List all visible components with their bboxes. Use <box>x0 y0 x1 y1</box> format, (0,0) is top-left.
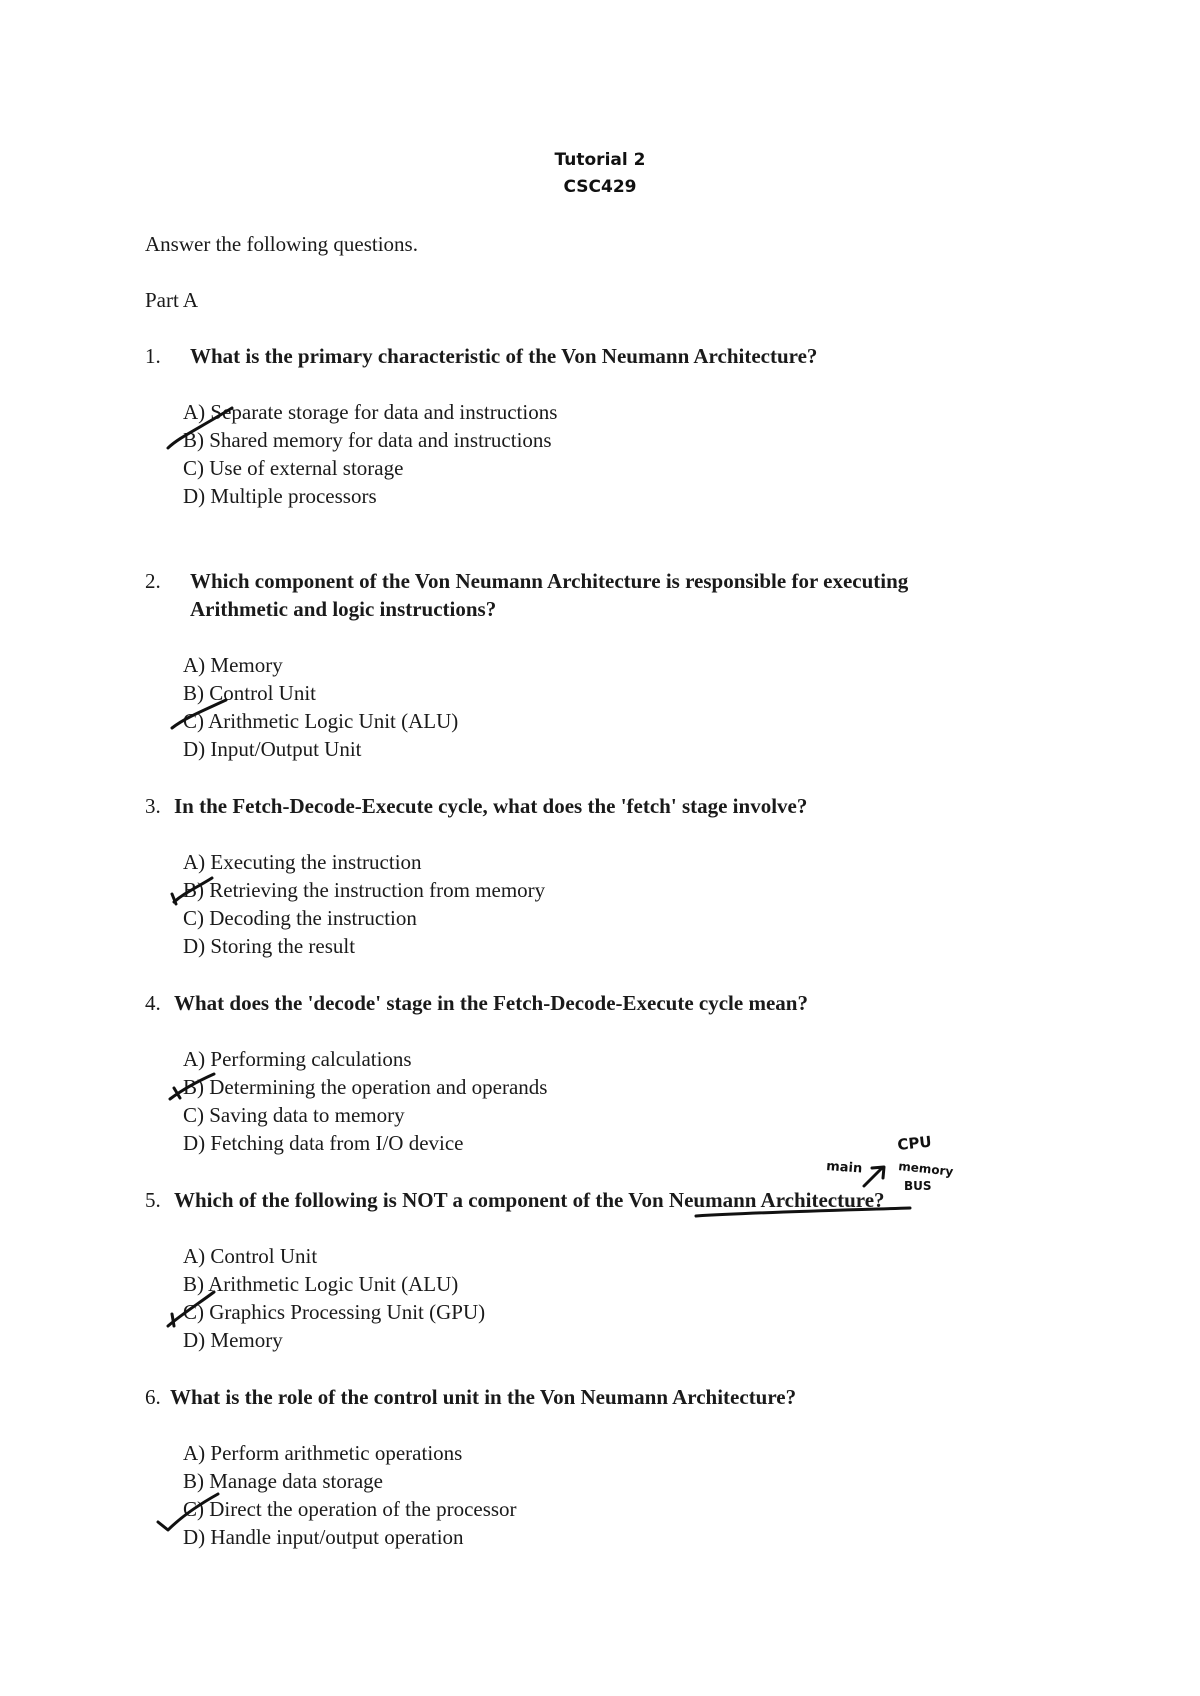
handwritten-word: memory <box>897 1159 954 1179</box>
answer-option: C) Decoding the instruction <box>183 906 417 930</box>
question-text: Which component of the Von Neumann Architecture is responsible for executing <box>190 569 909 593</box>
question-number: 1. <box>145 344 161 368</box>
question-text: What is the role of the control unit in the Von Neumann Architecture? <box>170 1385 797 1409</box>
answer-option: A) Executing the instruction <box>183 850 422 874</box>
answer-option: B) Arithmetic Logic Unit (ALU) <box>183 1272 459 1296</box>
question-number: 4. <box>145 991 161 1015</box>
answer-option: C) Graphics Processing Unit (GPU) <box>183 1300 486 1324</box>
answer-option: D) Storing the result <box>183 934 356 958</box>
document-title: Tutorial 2 <box>554 150 646 170</box>
question-number: 5. <box>145 1188 161 1212</box>
answer-option: A) Memory <box>183 653 283 677</box>
answer-option: D) Input/Output Unit <box>183 737 362 761</box>
course-code: CSC429 <box>563 177 637 197</box>
answer-option: B) Retrieving the instruction from memory <box>183 878 546 902</box>
handwritten-word: CPU <box>896 1132 933 1154</box>
arrow-icon <box>864 1167 884 1186</box>
answer-option: C) Direct the operation of the processor <box>183 1497 517 1521</box>
answer-option: D) Fetching data from I/O device <box>183 1131 464 1155</box>
answer-option: D) Multiple processors <box>183 484 377 508</box>
answer-option: B) Manage data storage <box>183 1469 384 1493</box>
handwritten-word: main <box>825 1159 863 1177</box>
answer-option: C) Use of external storage <box>183 456 404 480</box>
answer-option: B) Shared memory for data and instructions <box>183 428 552 452</box>
answer-option: C) Saving data to memory <box>183 1103 405 1127</box>
answer-option: A) Perform arithmetic operations <box>183 1441 463 1465</box>
answer-option: B) Control Unit <box>183 681 317 705</box>
answer-option: B) Determining the operation and operands <box>183 1075 548 1099</box>
question-text: What is the primary characteristic of the Von Neumann Architecture? <box>190 344 818 368</box>
answer-option: C) Arithmetic Logic Unit (ALU) <box>183 709 459 733</box>
question-number: 2. <box>145 569 161 593</box>
answer-option: A) Separate storage for data and instructions <box>183 400 558 424</box>
answer-option: D) Memory <box>183 1328 283 1352</box>
handwritten-word: BUS <box>904 1179 932 1193</box>
question-text: Which of the following is NOT a component of the Von Neumann Architecture? <box>174 1188 885 1212</box>
question-number: 3. <box>145 794 161 818</box>
question-text: What does the 'decode' stage in the Fetch-Decode-Execute cycle mean? <box>174 991 808 1015</box>
answer-option: A) Control Unit <box>183 1244 318 1268</box>
part-label: Part A <box>145 288 199 312</box>
question-number: 6. <box>145 1385 161 1409</box>
question-text: In the Fetch-Decode-Execute cycle, what does the 'fetch' stage involve? <box>174 794 808 818</box>
answer-option: A) Performing calculations <box>183 1047 412 1071</box>
question-text-continued: Arithmetic and logic instructions? <box>190 597 497 621</box>
instructions-text: Answer the following questions. <box>145 232 418 256</box>
answer-option: D) Handle input/output operation <box>183 1525 464 1549</box>
